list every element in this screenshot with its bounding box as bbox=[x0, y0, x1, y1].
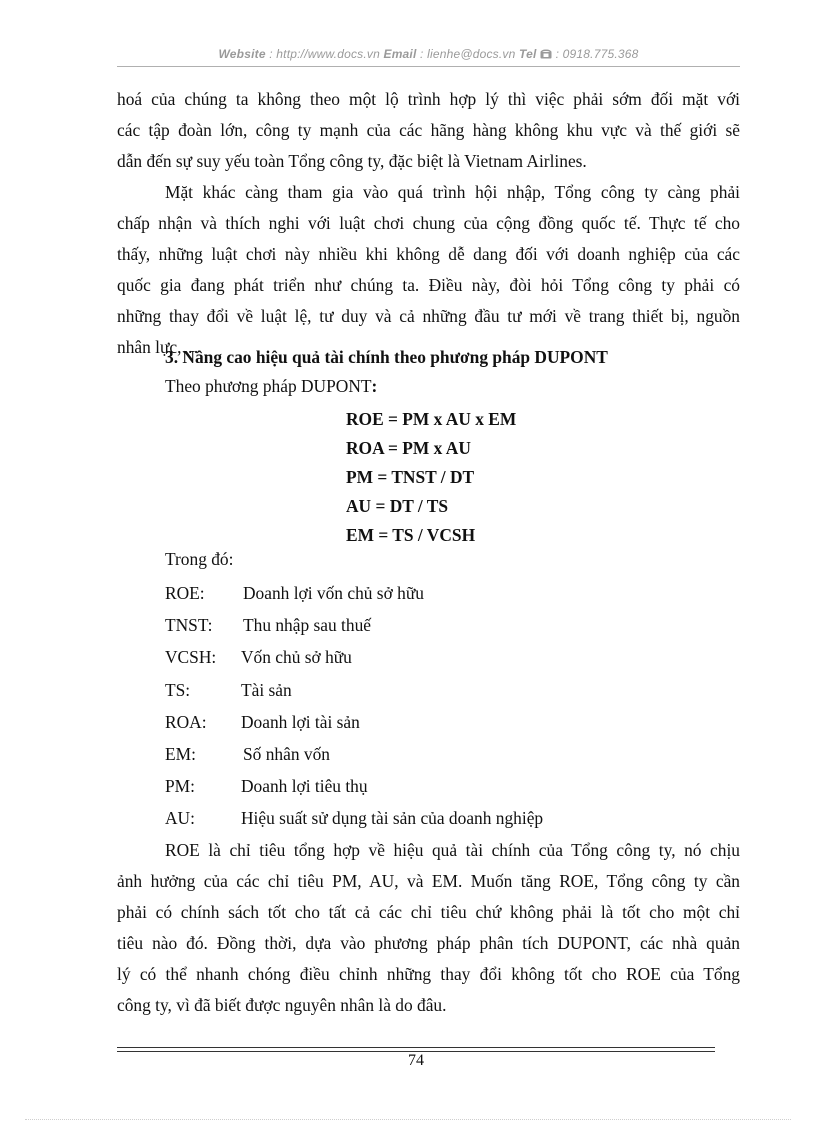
formula-list bbox=[346, 405, 516, 550]
definition-abbr: TNST: bbox=[165, 615, 213, 636]
website-label: Website bbox=[218, 47, 266, 61]
formula-au: AU = DT / TS bbox=[346, 496, 449, 516]
definition-text: Số nhân vốn bbox=[243, 743, 330, 764]
definition-text: Doanh lợi tài sản bbox=[241, 711, 360, 732]
paragraph-line: tiêu nào đó. Đồng thời, dựa vào phương pháp phân tích DUPONT, các nhà quản bbox=[117, 933, 740, 953]
page-number: 74 bbox=[408, 1052, 424, 1069]
definition-text: Doanh lợi vốn chủ sở hữu bbox=[243, 583, 424, 603]
definition-abbr: TS: bbox=[165, 679, 191, 700]
paragraph-line: ROE là chỉ tiêu tổng hợp về hiệu quả tài chính của Tổng công ty, nó chịu bbox=[165, 840, 740, 860]
where-label: Trong đó: bbox=[165, 549, 234, 569]
page-bottom-border bbox=[25, 1119, 791, 1120]
paragraph-line: những thay đổi về luật lệ, tư duy và cả những đầu tư mới về trang thiết bị, nguồn bbox=[117, 306, 740, 326]
definition-abbr: AU: bbox=[165, 808, 195, 829]
paragraph-line: quốc gia đang phát triển như chúng ta. Điều này, đòi hỏi Tổng công ty phải có bbox=[117, 275, 740, 295]
paragraph-line: nhân lực,… bbox=[117, 337, 199, 357]
paragraph-line: lý có thể nhanh chóng điều chỉnh những thay đổi không tốt cho ROE của Tổng bbox=[117, 964, 740, 984]
email-value: : lienhe@docs.vn bbox=[416, 47, 520, 61]
formula-roa: ROA = PM x AU bbox=[346, 438, 471, 458]
definition-abbr: ROA: bbox=[165, 711, 207, 732]
paragraph-line: phải có chính sách tốt cho tất cả các chỉ tiêu chứ không phải là tốt cho một chỉ bbox=[117, 902, 740, 922]
formula-em: EM = TS / VCSH bbox=[346, 525, 476, 545]
definition-abbr: ROE: bbox=[165, 583, 205, 603]
paragraph-line: hoá của chúng ta không theo một lộ trình hợp lý thì việc phải sớm đối mặt với bbox=[117, 89, 740, 109]
paragraph-line: thấy, những luật chơi này nhiều khi không dễ dang đối với doanh nghiệp của các bbox=[117, 244, 740, 264]
website-value: : http://www.docs.vn bbox=[265, 47, 384, 61]
dupont-intro-text: Theo phương pháp DUPONT bbox=[165, 376, 372, 396]
paragraph-line: chấp nhận và thích nghi với luật chơi chung của cộng đồng quốc tế. Thực tế cho bbox=[117, 213, 740, 233]
phone-icon bbox=[540, 47, 552, 61]
page-header bbox=[117, 47, 740, 61]
tel-value: : 0918.775.368 bbox=[552, 47, 639, 61]
header-rule bbox=[117, 66, 740, 67]
definition-text: Hiệu suất sử dụng tài sản của doanh nghiệp bbox=[241, 808, 544, 829]
email-label: Email bbox=[383, 47, 417, 61]
dupont-intro bbox=[165, 376, 377, 397]
paragraph-line: Mặt khác càng tham gia vào quá trình hội nhập, Tổng công ty càng phải bbox=[165, 182, 740, 202]
formula-pm: PM = TNST / DT bbox=[346, 467, 475, 487]
paragraph-line: công ty, vì đã biết được nguyên nhân là do đâu. bbox=[117, 995, 447, 1015]
definition-text: Vốn chủ sở hữu bbox=[241, 647, 352, 668]
paragraph-2 bbox=[117, 177, 740, 363]
paragraph-1 bbox=[117, 84, 740, 177]
definition-abbr: VCSH: bbox=[165, 647, 217, 668]
definition-text: Tài sản bbox=[241, 679, 292, 700]
tel-label: Tel bbox=[519, 47, 537, 61]
paragraph-3 bbox=[117, 835, 740, 1021]
formula-roe: ROE = PM x AU x EM bbox=[346, 409, 517, 429]
dupont-intro-colon: : bbox=[371, 376, 378, 396]
paragraph-line: ảnh hưởng của các chỉ tiêu PM, AU, và EM. Muốn tăng ROE, Tổng công ty cần bbox=[117, 871, 740, 891]
paragraph-line: các tập đoàn lớn, công ty mạnh của các hãng hàng không khu vực và thế giới sẽ bbox=[117, 120, 740, 140]
paragraph-line: dẫn đến sự suy yếu toàn Tổng công ty, đặc biệt là Vietnam Airlines. bbox=[117, 151, 587, 171]
definition-abbr: PM: bbox=[165, 776, 195, 797]
definition-abbr: EM: bbox=[165, 743, 196, 764]
definition-text: Doanh lợi tiêu thụ bbox=[241, 776, 368, 797]
definition-text: Thu nhập sau thuế bbox=[243, 615, 371, 636]
section-title: 3. Nâng cao hiệu quả tài chính theo phương pháp DUPONT bbox=[165, 347, 608, 367]
